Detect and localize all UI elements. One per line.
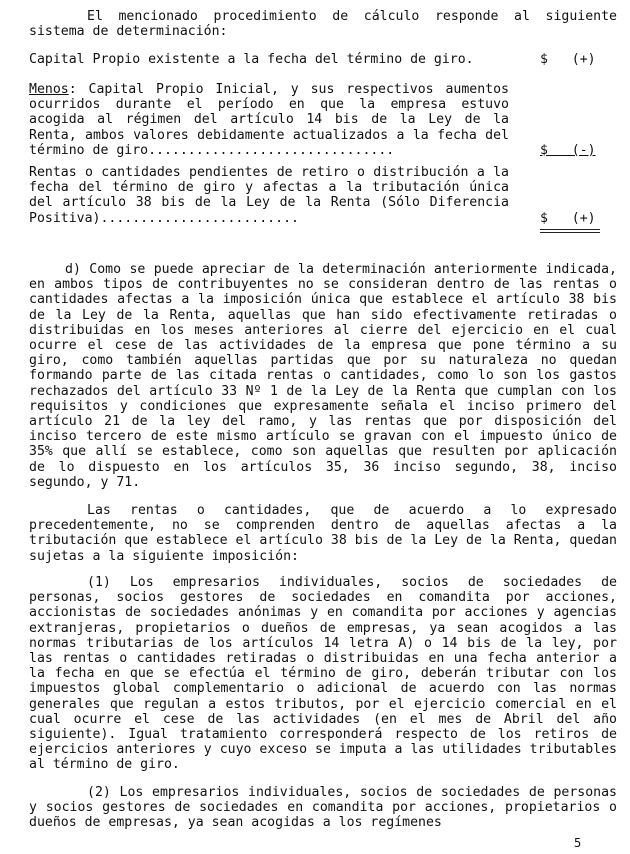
paragraph-2: (2) Los empresarios individuales, socios de sociedades de personas y socios gestores de sociedades en comandita por acciones, propietarios o dueños de empresas, ya sean acogidas a los regímenes: [29, 785, 617, 831]
paragraph-1: (1) Los empresarios individuales, socios de sociedades de personas, socios gestores de sociedades en comandita por acciones, accionistas de sociedades anónimas y en comandita por acciones y agencias extranjeras, propietarios o dueños de empresas, ya sean acogidos a las normas tributarias de los artículos 14 letra A) o 14 bis de la ley, por las rentas o cantidades retiradas o distribuidas en una fecha anterior a la fecha en que se efectúa el término de giro, deberán tributar con los impuestos global complementario o adicional de acuerdo con las normas generales que regulan a estos tributos, por el ejercicio comercial en el cual ocurre el cese de las actividades (en el mes de Abril del año siguiente). Igual tratamiento corresponderá respecto de los retiros de ejercicios anteriores y cuyo exceso se imputa a las utilidades tributables al término de giro.: [29, 575, 617, 773]
paragraph-d: d) Como se puede apreciar de la determinación anteriormente indicada, en ambos tipos de contribuyentes no se consideran dentro de las rentas o cantidades afectas a la imposición única que establece el artículo 38 bis de la Ley de la Renta, aquellas que han sido efectivamente retiradas o distribuidas en los meses anteriores al cierre del ejercicio en el cual ocurre el cese de las actividades de la empresa que pone término a su giro, como también aquellas partidas que por su naturaleza no quedan formando parte de las citada rentas o cantidades, como lo son los gastos rechazados del artículo 33 Nº 1 de la Ley de la Renta que cumplan con los requisitos y condiciones que expresamente señala el inciso primero del artículo 21 de la ley del ramo, y las rentas que por disposición del inciso tercero de este mismo artículo se gravan con el impuesto único de 35% que allí se establece, como son aquellas que resulten por aplicación de lo dispuesto en los artículos 35, 36 inciso segundo, 38, inciso segundo, y 71.: [29, 262, 617, 490]
intro-paragraph: El mencionado procedimiento de cálculo responde al siguiente sistema de determinación:: [29, 9, 617, 40]
menos-label: Menos: [29, 82, 69, 97]
row-capital-propio-amount: $ (+): [540, 52, 596, 67]
row-rentas-pendientes: Rentas o cantidades pendientes de retiro o distribución a la fecha del término de giro y afectas a la tributación única del artículo 38 bis de la Ley de la Renta (Sólo Diferencia Positiva).........................: [29, 165, 509, 226]
row-menos-amount: $ (-): [540, 143, 596, 158]
row-menos: [29, 82, 509, 158]
menos-text: : Capital Propio Inicial, y sus respectivos aumentos ocurridos durante el período en que la empresa estuvo acogida al régimen del artículo 14 bis de la Ley de la Renta, ambos valores debidamente actualizados a la fecha del término de giro...............................: [29, 82, 509, 158]
row-rentas-amount: $ (+): [540, 211, 596, 226]
row-capital-propio: Capital Propio existente a la fecha del término de giro.: [29, 52, 474, 67]
page-number: 5: [574, 836, 582, 850]
double-underline: [540, 229, 600, 233]
paragraph-rentas: Las rentas o cantidades, que de acuerdo a lo expresado precedentemente, no se comprenden dentro de aquellas afectas a la tributación que establece el artículo 38 bis de la Ley de la Renta, quedan sujetas a la siguiente imposición:: [29, 503, 617, 564]
